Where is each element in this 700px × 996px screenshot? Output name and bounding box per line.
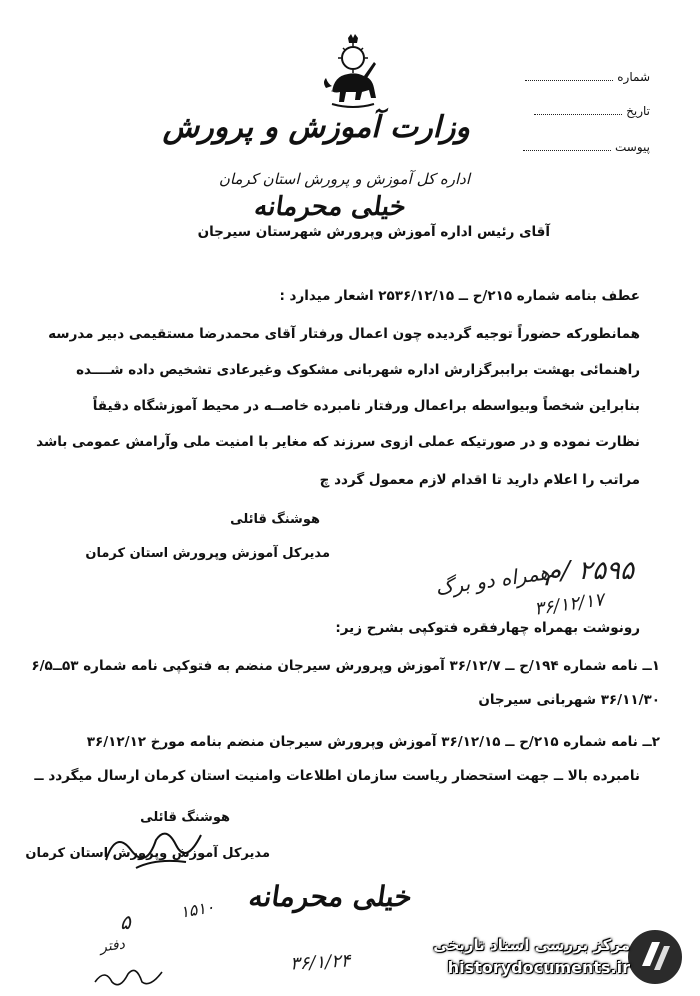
watermark-url: historydocuments.ir xyxy=(447,958,630,977)
watermark-title: مرکز بررسی اسناد تاریخی xyxy=(433,936,630,954)
number-field xyxy=(525,70,650,84)
copy-item: ۱ــ نامه شماره ۱۹۴/ح ــ ۳۶/۱۲/۷ آموزش وپرورش سیرجان منضم به فتوکپی نامه شماره ۵۳ــ۶/۵ xyxy=(31,658,660,674)
handwritten-scribble-icon xyxy=(90,960,170,992)
copy-heading: رونوشت بهمراه چهارفقره فتوکپی بشرح زیر: xyxy=(335,620,640,636)
date-field xyxy=(534,104,650,118)
handwritten-note: همراه دو برگ xyxy=(433,560,552,600)
archive-logo-icon xyxy=(624,926,686,988)
copy-item: نامبرده بالا ــ جهت استحضار ریاست سازمان اطلاعات وامنیت استان کرمان ارسال میگردد ــ xyxy=(34,768,640,784)
recipient-line: آقای رئیس اداره آموزش وپرورش شهرستان سیرجان xyxy=(197,224,550,240)
classification-stamp-bottom: خیلی محرمانه xyxy=(246,880,415,913)
attachment-field xyxy=(523,140,650,154)
body-line: مراتب را اعلام دارید تا اقدام لازم معمول گردد چ xyxy=(319,472,640,488)
attachment-dotted-line xyxy=(523,149,611,151)
handwritten-signature-icon xyxy=(96,810,216,880)
attachment-label: پیوست xyxy=(615,140,650,154)
copy-item: ۳۶/۱۱/۳۰ شهربانی سیرجان xyxy=(478,692,660,708)
signatory-name: هوشنگ قائلی xyxy=(140,810,230,825)
signatory-title: مدیرکل آموزش وپرورش استان کرمان xyxy=(25,846,270,861)
body-line: عطف بنامه شماره ۲۱۵/ح ــ ۲۵۳۶/۱۲/۱۵ اشعار میدارد : xyxy=(279,288,640,304)
copy-item: ۲ــ نامه شماره ۲۱۵/ح ــ ۳۶/۱۲/۱۵ آموزش وپرورش سیرجان منضم بنامه مورخ ۳۶/۱۲/۱۲ xyxy=(86,734,660,750)
handwritten-date: ۳۶/۱۲/۱۷ xyxy=(532,589,606,620)
body-line: راهنمائی بهشت براببرگزارش اداره شهربانی مشکوک وغیرعادی تشخیص داده شــــده xyxy=(76,362,640,378)
body-line: نظارت نموده و در صورتیکه عملی ازوی سرزند که مغایر با امنیت ملی وآرامش عمومی باشد xyxy=(36,434,640,450)
office-name: اداره کل آموزش و پرورش استان کرمان xyxy=(218,170,470,188)
handwritten-note: ۱۵۱۰ xyxy=(178,897,216,922)
date-dotted-line xyxy=(534,113,622,115)
signatory-title: مدیرکل آموزش وپرورش استان کرمان xyxy=(85,546,330,561)
ministry-title: وزارت آموزش و پرورش xyxy=(162,110,470,145)
handwritten-number: ۲۵۹۵ /م xyxy=(545,556,634,586)
lion-and-sun-emblem-icon xyxy=(318,32,388,110)
classification-stamp: خیلی محرمانه xyxy=(252,192,409,222)
number-label: شماره xyxy=(617,70,650,84)
handwritten-note: دفتر xyxy=(99,936,126,956)
handwritten-note: ۵ xyxy=(120,910,131,934)
signatory-name: هوشنگ قائلی xyxy=(230,512,320,527)
handwritten-date-bottom: ۳۶/۱/۲۴ xyxy=(289,950,351,975)
number-dotted-line xyxy=(525,79,613,81)
body-line: بنابراین شخصاً وبیواسطه براعمال ورفتار نامبرده خاصــه در محیط آموزشگاه دقیقاً xyxy=(92,398,640,414)
body-line: همانطورکه حضوراً توجیه گردیده چون اعمال ورفتار آقای محمدرضا مستقیمی دبیر مدرسه xyxy=(48,326,640,342)
date-label: تاریخ xyxy=(626,104,650,118)
